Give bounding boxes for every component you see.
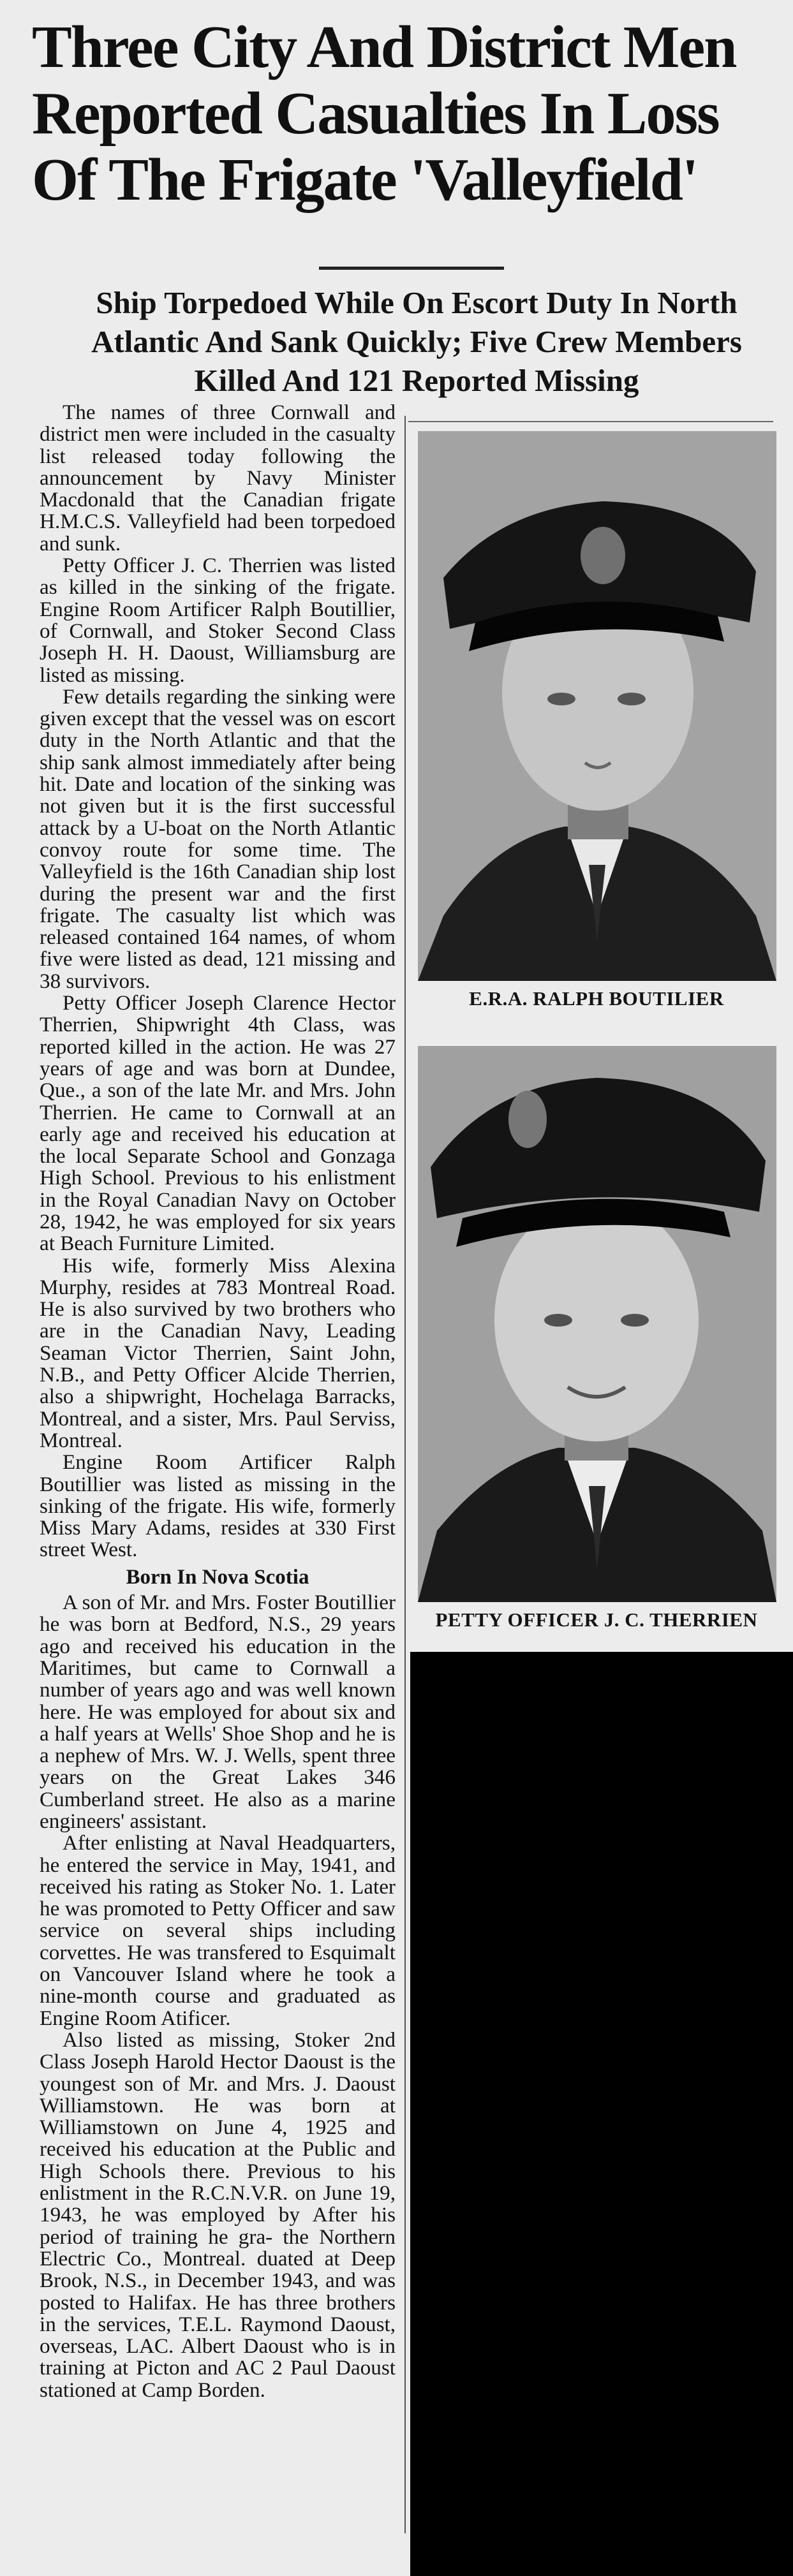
deck-subheadline: Ship Torpedoed While On Escort Duty In North Atlantic And Sank Quickly; Five Crew Members Killed And 121 Reported Missing bbox=[91, 285, 742, 398]
paragraph: Engine Room Artificer Ralph Boutillier was listed as missing in the sinking of the frigate. His wife, formerly Miss Mary Adams, resides at 330 First street West. bbox=[40, 1450, 396, 1562]
redacted-area bbox=[410, 1652, 793, 2576]
paragraph: Also listed as missing, Stoker 2nd Class Joseph Harold Hector Daoust is the youngest son of Mr. and Mrs. J. Daoust Williamstown. He was born at Williamstown on June 4, 1925 and received his education at the Public and High Schools there. Previous to his enlistment in the R.C.N.V.R. on June 19, 1943, he was employed by After his period of training he gra- the Northern Electric Co., Montreal. duated at Deep Brook, N.S., in December 1943, and was posted to Halifax. He has three brothers in the services, T.E.L. Raymond Daoust, overseas, LAC. Albert Daoust who is in training at Picton and AC 2 Paul Daoust stationed at Camp Borden. bbox=[40, 2028, 396, 2402]
headline: Three City And District Men Reported Casualties In Loss Of The Frigate 'Valleyfield' bbox=[32, 14, 736, 213]
paragraph: A son of Mr. and Mrs. Foster Boutillier he was born at Bedford, N.S., 29 years ago and received his education in the Maritimes, but came to Cornwall a number of years ago and was well known here. He was employed for about six and a half years at Wells' Shoe Shop and he is a nephew of Mrs. W. J. Wells, spent three years on the Great Lakes 346 Cumberland street. He also as a marine engineers' assistant. bbox=[40, 1591, 396, 1833]
photo-ralph-boutilier bbox=[418, 431, 776, 981]
column-rule bbox=[404, 416, 406, 2533]
paragraph: Few details regarding the sinking were given except that the vessel was on escort duty in the North Atlantic and that the ship sank almost immediately after being hit. Date and location of the sinking was not given but it is the first successful attack by a U-boat on the North Atlantic convoy route for some time. The Valleyfield is the 16th Canadian ship lost during the present war and the first frigate. The casualty list which was released contained 164 names, of whom five were listed as dead, 121 missing and 38 survivors. bbox=[40, 684, 396, 993]
headline-rule bbox=[319, 267, 504, 270]
article-body bbox=[40, 402, 396, 2401]
portrait-image bbox=[418, 1046, 776, 1602]
photo-caption: PETTY OFFICER J. C. THERRIEN bbox=[435, 1608, 758, 1631]
photo-column-rule bbox=[408, 421, 773, 422]
paragraph: The names of three Cornwall and district men were included in the casualty list released today following the announcement by Navy Minister Macdonald that the Canadian frigate H.M.C.S. Valleyfield had been torpedoed and sunk. bbox=[40, 401, 396, 556]
paragraph: After enlisting at Naval Headquarters, he entered the service in May, 1941, and received his rating as Stoker No. 1. Later he was promoted to Petty Officer and saw service on several ships including corvettes. He was transfered to Esquimalt on Vancouver Island where he took a nine-month course and graduated as Engine Room Atificer. bbox=[40, 1831, 396, 2030]
paragraph: Petty Officer Joseph Clarence Hector Therrien, Shipwright 4th Class, was reported killed in the action. He was 27 years of age and was born at Dundee, Que., a son of the late Mr. and Mrs. John Therrien. He came to Cornwall at an early age and received his education at the local Separate School and Gonzaga High School. Previous to his enlistment in the Royal Canadian Navy on October 28, 1942, he was employed for six years at Beach Furniture Limited. bbox=[40, 991, 396, 1256]
photo-caption: E.R.A. RALPH BOUTILIER bbox=[469, 987, 724, 1010]
portrait-image bbox=[418, 431, 776, 981]
paragraph: Petty Officer J. C. Therrien was listed as killed in the sinking of the frigate. Engine Room Artificer Ralph Boutillier, of Cornwall, and Stoker Second Class Joseph H. H. Daoust, Williamsburg are listed as missing. bbox=[40, 554, 396, 687]
paragraph: His wife, formerly Miss Alexina Murphy, resides at 783 Montreal Road. He is also survived by two brothers who are in the Canadian Navy, Leading Seaman Victor Therrien, Saint John, N.B., and Petty Officer Alcide Therrien, also a shipwright, Hochelaga Barracks, Montreal, and a sister, Mrs. Paul Serviss, Montreal. bbox=[40, 1253, 396, 1452]
photo-jc-therrien bbox=[418, 1046, 776, 1602]
section-subhead: Born In Nova Scotia bbox=[126, 1565, 309, 1589]
